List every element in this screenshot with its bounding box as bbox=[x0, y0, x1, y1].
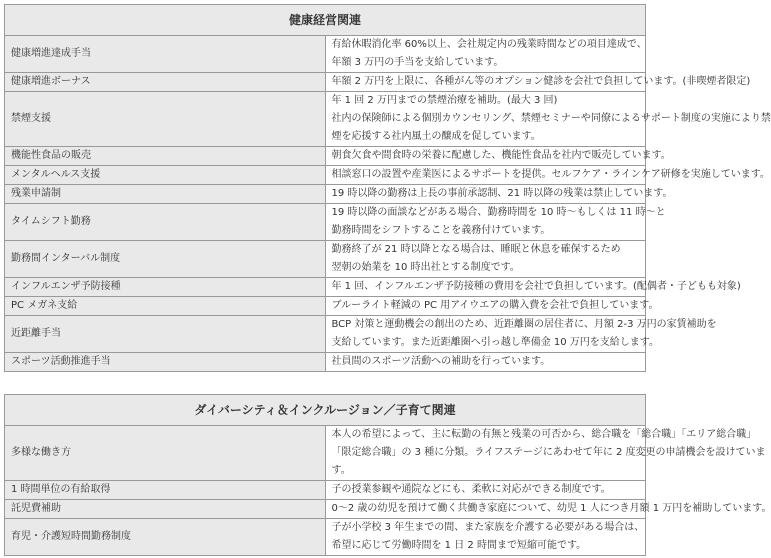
row-label: 近距離手当 bbox=[5, 316, 326, 353]
row-description bbox=[325, 73, 751, 92]
row-description bbox=[325, 166, 770, 185]
table-row bbox=[5, 73, 646, 92]
row-description bbox=[325, 519, 646, 556]
description-line: 19 時以降の面談などがある場合、勤務時間を 10 時～もしくは 11 時～と bbox=[331, 207, 666, 218]
description-line: 子の授業参観や通院などにも、柔軟に対応ができる制度です。 bbox=[331, 484, 611, 495]
table-row bbox=[5, 241, 646, 278]
description-line: 有給休暇消化率 60%以上、会社規定内の残業時間などの項目達成で、 bbox=[331, 39, 647, 50]
row-label: メンタルヘルス支援 bbox=[5, 166, 326, 185]
health-management-table bbox=[4, 4, 771, 372]
description-line: 年額 3 万円の手当を支給しています。 bbox=[331, 57, 504, 68]
row-description bbox=[325, 36, 646, 73]
row-label: 機能性食品の販売 bbox=[5, 147, 326, 166]
row-label: 健康増進ボーナス bbox=[5, 73, 326, 92]
table-row bbox=[5, 316, 646, 353]
row-description bbox=[325, 241, 646, 278]
section-header-row bbox=[5, 395, 646, 426]
description-line: 本人の希望によって、主に転勤の有無と残業の可否から、総合職を「総合職」「エリア総合職」 bbox=[331, 429, 757, 440]
section-header-row bbox=[5, 5, 646, 36]
description-line: 希望に応じて労働時間を 1 日 2 時間まで短縮可能です。 bbox=[331, 540, 587, 551]
description-line: 勤務時間をシフトすることを義務付けています。 bbox=[331, 225, 551, 236]
table-row bbox=[5, 297, 646, 316]
row-description bbox=[325, 92, 771, 147]
description-line: 社内の保険師による個別カウンセリング、禁煙セミナーや同僚によるサポート制度の実施により禁 bbox=[331, 113, 771, 124]
description-line: 支給しています。また近距離圏へ引っ越し準備金 10 万円を支給します。 bbox=[331, 337, 659, 348]
description-line: 相談窓口の設置や産業医によるサポートを提供。セルフケア・ラインケア研修を実施しています。 bbox=[331, 169, 770, 180]
section-title: ダイバーシティ＆インクルージョン／子育て関連 bbox=[5, 395, 646, 426]
table-row bbox=[5, 481, 646, 500]
row-label: 1 時間単位の有給取得 bbox=[5, 481, 326, 500]
table-row bbox=[5, 353, 646, 372]
table-row bbox=[5, 519, 646, 556]
table-row bbox=[5, 278, 646, 297]
table-row bbox=[5, 185, 646, 204]
row-description bbox=[325, 204, 666, 241]
row-description bbox=[325, 426, 766, 481]
description-line: 社員間のスポーツ活動への補助を行っています。 bbox=[331, 356, 551, 367]
table-row bbox=[5, 92, 646, 147]
row-label: 禁煙支援 bbox=[5, 92, 326, 147]
description-line: 「限定総合職」の 3 種に分類。ライフステージにあわせて年に 2 度変更の申請機会を設けていま bbox=[331, 447, 766, 458]
table-row bbox=[5, 36, 646, 73]
row-label: インフルエンザ予防接種 bbox=[5, 278, 326, 297]
row-label: 健康増進達成手当 bbox=[5, 36, 326, 73]
description-line: 朝食欠食や間食時の栄養に配慮した、機能性食品を社内で販売しています。 bbox=[331, 150, 671, 161]
table-row bbox=[5, 426, 646, 481]
row-label: PC メガネ支給 bbox=[5, 297, 326, 316]
row-label: 多様な働き方 bbox=[5, 426, 326, 481]
description-line: ブルーライト軽減の PC 用アイウエアの購入費を会社で負担しています。 bbox=[331, 300, 659, 311]
row-label: 育児・介護短時間勤務制度 bbox=[5, 519, 326, 556]
table-row bbox=[5, 204, 646, 241]
row-description bbox=[325, 500, 771, 519]
description-line: 年 1 回、インフルエンザ予防接種の費用を会社で負担しています。(配偶者・子どもも対象) bbox=[331, 281, 741, 292]
row-description bbox=[325, 316, 717, 353]
description-line: 0～2 歳の幼児を預けて働く共働き家庭について、幼児 1 人につき月額 1 万円を補助しています。 bbox=[331, 503, 771, 514]
row-label: 残業申請制 bbox=[5, 185, 326, 204]
row-description bbox=[325, 185, 673, 204]
row-description bbox=[325, 353, 646, 372]
description-line: 年 1 回 2 万円までの禁煙治療を補助。(最大 3 回) bbox=[331, 95, 558, 106]
diversity-childcare-table bbox=[4, 394, 771, 556]
row-label: 勤務間インターバル制度 bbox=[5, 241, 326, 278]
row-description bbox=[325, 297, 659, 316]
section-title: 健康経営関連 bbox=[5, 5, 646, 36]
description-line: 勤務終了が 21 時以降となる場合は、睡眠と休息を確保するため bbox=[331, 244, 621, 255]
description-line: BCP 対策と運動機会の創出のため、近距離圏の居住者に、月額 2-3 万円の家賃補助を bbox=[331, 319, 717, 330]
table-row bbox=[5, 147, 646, 166]
row-label: スポーツ活動推進手当 bbox=[5, 353, 326, 372]
row-description bbox=[325, 481, 646, 500]
row-description bbox=[325, 147, 671, 166]
description-line: 19 時以降の勤務は上長の事前承認制、21 時以降の残業は禁止しています。 bbox=[331, 188, 673, 199]
description-line: 子が小学校 3 年生までの間、また家族を介護する必要がある場合は、 bbox=[331, 522, 645, 533]
row-description bbox=[325, 278, 741, 297]
table-row bbox=[5, 500, 646, 519]
row-label: 託児費補助 bbox=[5, 500, 326, 519]
table-row bbox=[5, 166, 646, 185]
description-line: 煙を応援する社内風土の醸成を促しています。 bbox=[331, 131, 541, 142]
description-line: 翌朝の始業を 10 時出社とする制度です。 bbox=[331, 262, 520, 273]
row-label: タイムシフト勤務 bbox=[5, 204, 326, 241]
description-line: 年額 2 万円を上限に、各種がん等のオプション健診を会社で負担しています。(非喫煙者限定) bbox=[331, 76, 751, 87]
description-line: す。 bbox=[331, 465, 351, 476]
